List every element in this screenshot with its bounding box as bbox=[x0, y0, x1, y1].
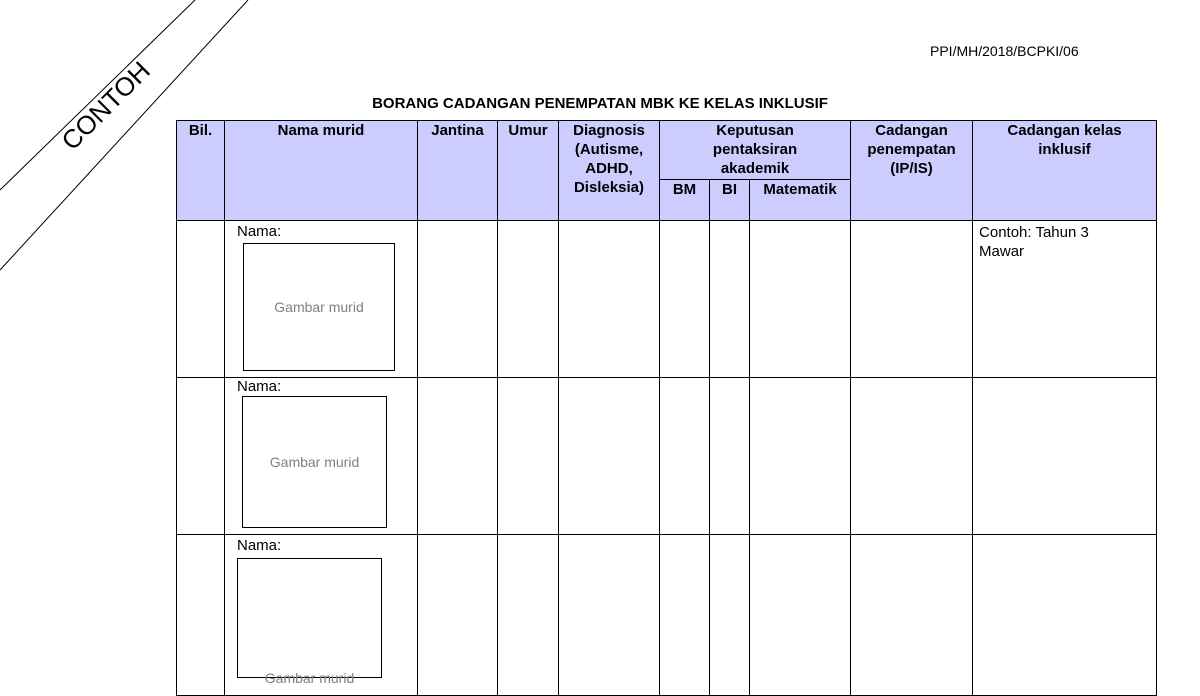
header-cadangan-penempatan: Cadangan penempatan (IP/IS) bbox=[851, 121, 973, 221]
document-code: PPI/MH/2018/BCPKI/06 bbox=[930, 43, 1079, 59]
document-title: BORANG CADANGAN PENEMPATAN MBK KE KELAS INKLUSIF bbox=[372, 95, 828, 112]
cell-bi[interactable] bbox=[710, 221, 750, 378]
placement-form-table bbox=[176, 120, 1157, 696]
table-row bbox=[177, 535, 1157, 696]
header-sub-matematik: Matematik bbox=[750, 180, 851, 221]
cell-cadangan-kelas[interactable] bbox=[973, 535, 1157, 696]
cell-cadangan-kelas[interactable] bbox=[973, 221, 1157, 378]
cell-nama-murid[interactable] bbox=[225, 378, 418, 535]
cell-cadangan-penempatan[interactable] bbox=[851, 378, 973, 535]
cell-nama-murid[interactable] bbox=[225, 221, 418, 378]
cell-bil[interactable] bbox=[177, 535, 225, 696]
header-keputusan-pentaksiran: Keputusan pentaksiran akademik bbox=[660, 121, 851, 180]
photo-placeholder-text: Gambar murid bbox=[269, 454, 360, 470]
photo-placeholder-text: Gambar murid bbox=[274, 299, 364, 315]
watermark-text: CONTOH bbox=[55, 55, 156, 156]
cell-umur[interactable] bbox=[498, 535, 559, 696]
cell-bi[interactable] bbox=[710, 378, 750, 535]
cell-matematik[interactable] bbox=[750, 378, 851, 535]
cell-bm[interactable] bbox=[660, 535, 710, 696]
photo-placeholder-text: Gambar murid bbox=[264, 670, 355, 686]
cell-diagnosis[interactable] bbox=[559, 535, 660, 696]
name-label: Nama: bbox=[237, 378, 282, 395]
header-sub-bi: BI bbox=[710, 180, 750, 221]
cell-bil[interactable] bbox=[177, 221, 225, 378]
cell-diagnosis[interactable] bbox=[559, 221, 660, 378]
header-diagnosis: Diagnosis (Autisme, ADHD, Disleksia) bbox=[559, 121, 660, 221]
cell-jantina[interactable] bbox=[418, 221, 498, 378]
cell-bi[interactable] bbox=[710, 535, 750, 696]
header-jantina: Jantina bbox=[418, 121, 498, 221]
header-umur: Umur bbox=[498, 121, 559, 221]
cell-bm[interactable] bbox=[660, 378, 710, 535]
example-class-text: Contoh: Tahun 3 Mawar bbox=[979, 224, 1089, 260]
cell-nama-murid[interactable] bbox=[225, 535, 418, 696]
header-nama-murid: Nama murid bbox=[225, 121, 418, 221]
cell-cadangan-penempatan[interactable] bbox=[851, 221, 973, 378]
cell-cadangan-kelas[interactable] bbox=[973, 378, 1157, 535]
table-row bbox=[177, 378, 1157, 535]
name-label: Nama: bbox=[237, 223, 282, 240]
table-row bbox=[177, 221, 1157, 378]
cell-cadangan-penempatan[interactable] bbox=[851, 535, 973, 696]
header-cadangan-kelas: Cadangan kelas inklusif bbox=[973, 121, 1157, 221]
header-bil: Bil. bbox=[177, 121, 225, 221]
cell-jantina[interactable] bbox=[418, 378, 498, 535]
header-sub-bm: BM bbox=[660, 180, 710, 221]
cell-matematik[interactable] bbox=[750, 535, 851, 696]
cell-umur[interactable] bbox=[498, 378, 559, 535]
student-photo-placeholder[interactable] bbox=[243, 243, 395, 371]
cell-bil[interactable] bbox=[177, 378, 225, 535]
cell-diagnosis[interactable] bbox=[559, 378, 660, 535]
name-label: Nama: bbox=[237, 537, 282, 554]
cell-umur[interactable] bbox=[498, 221, 559, 378]
cell-jantina[interactable] bbox=[418, 535, 498, 696]
cell-bm[interactable] bbox=[660, 221, 710, 378]
student-photo-placeholder[interactable] bbox=[237, 558, 382, 686]
student-photo-placeholder[interactable] bbox=[242, 396, 387, 528]
cell-matematik[interactable] bbox=[750, 221, 851, 378]
